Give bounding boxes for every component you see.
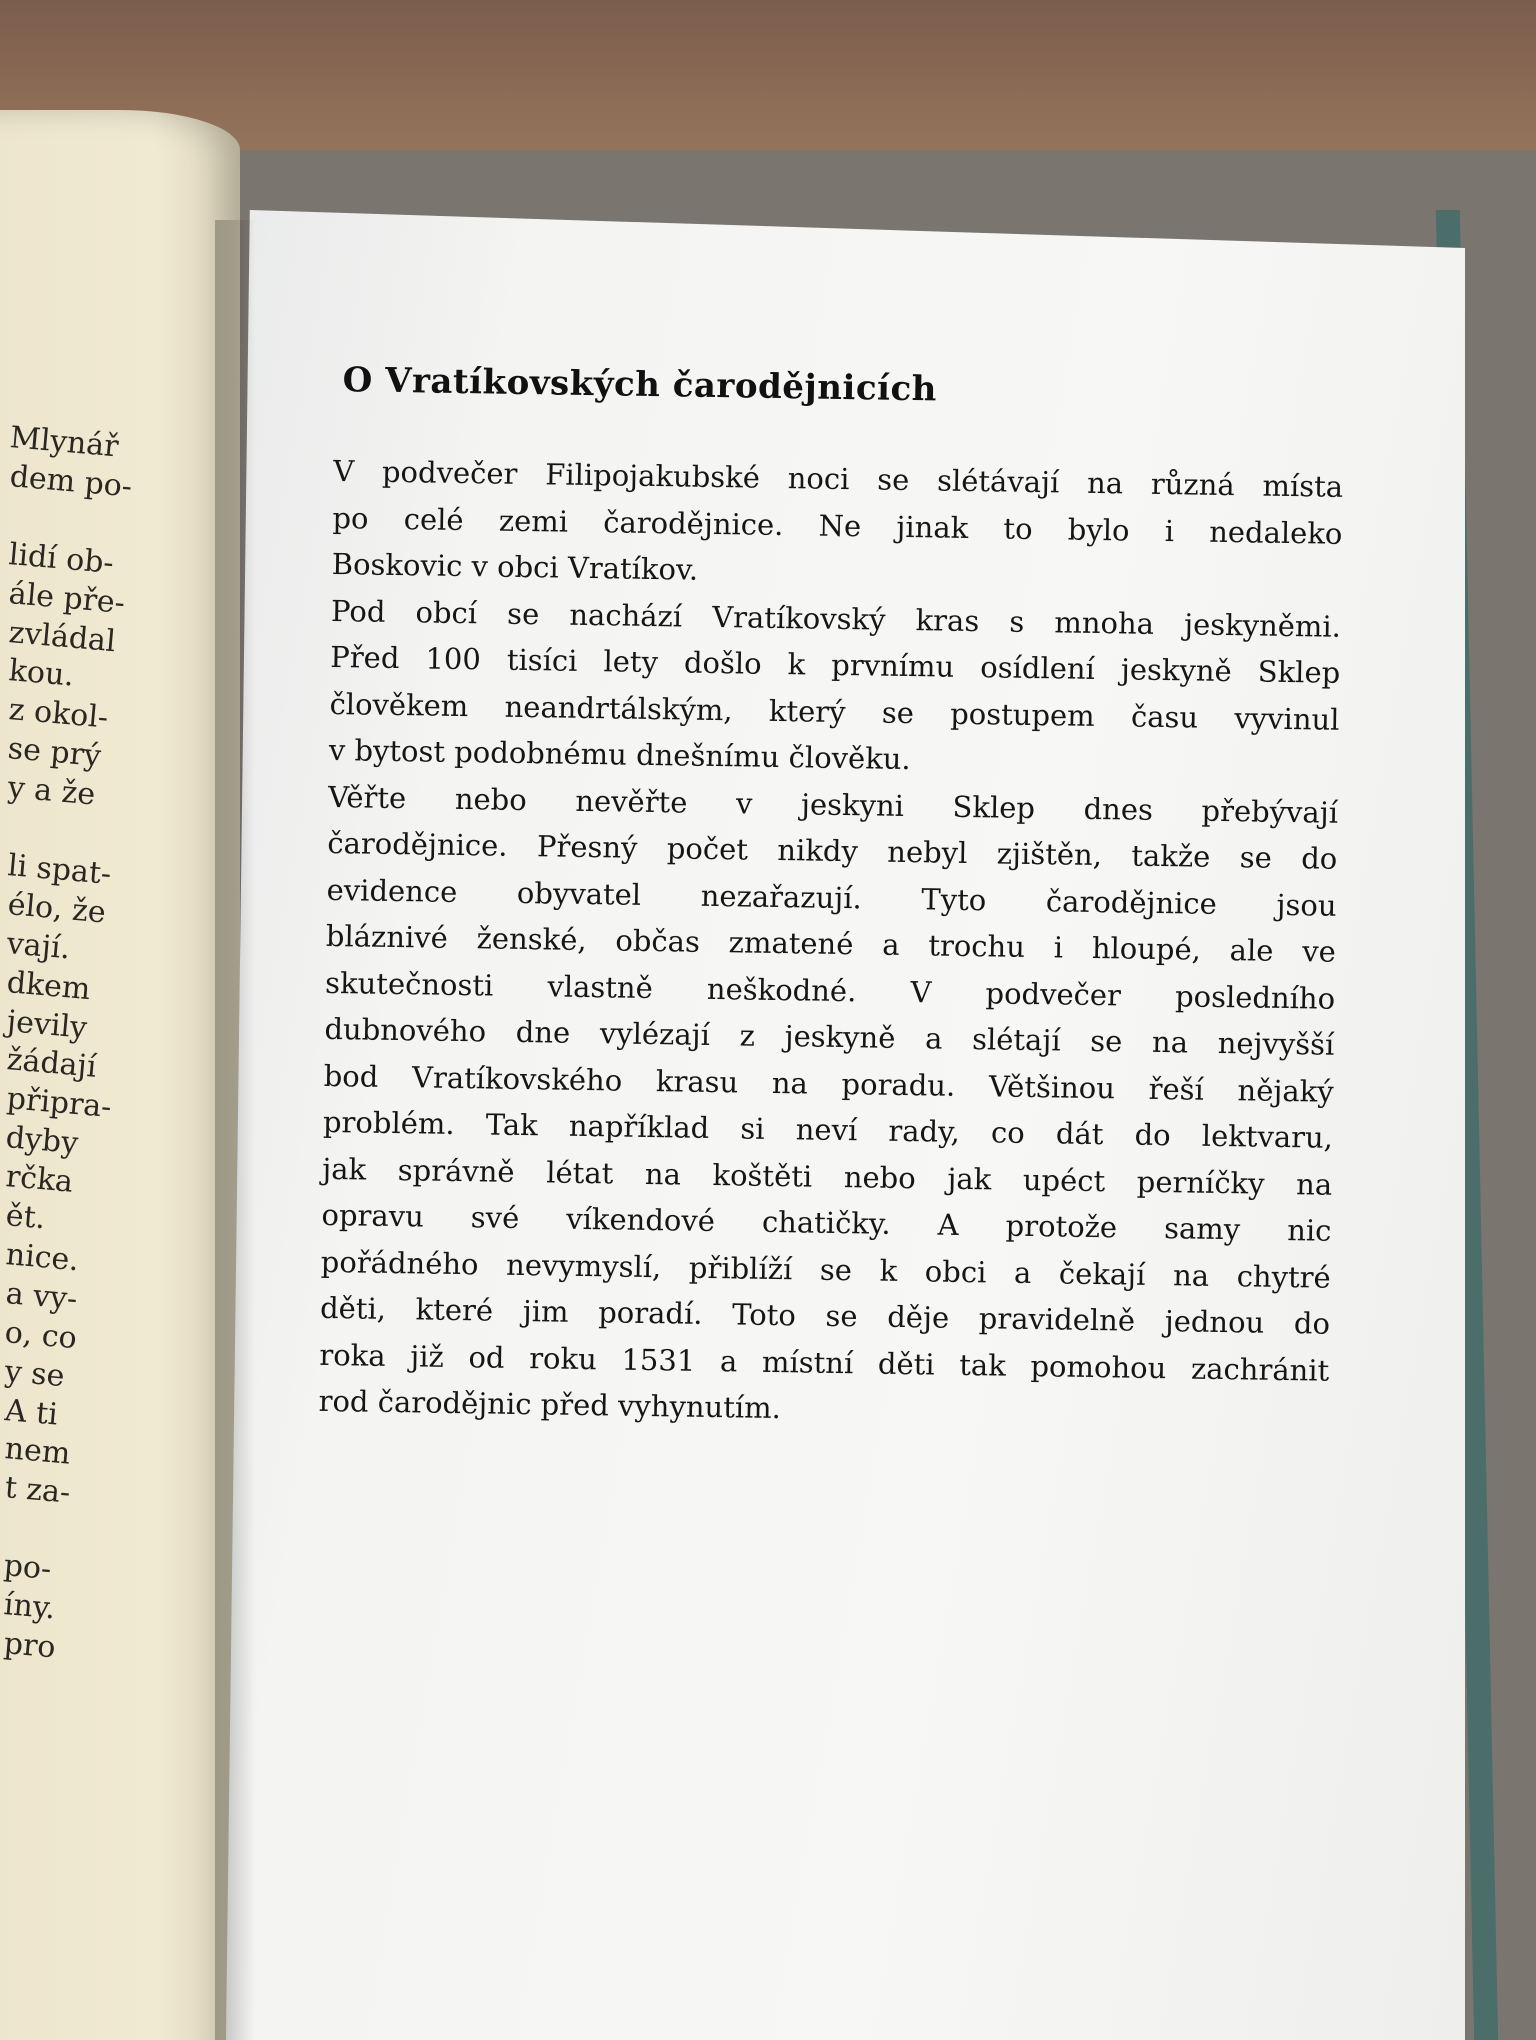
chapter-title: O Vratíkovských čarodějnicích (342, 360, 938, 410)
left-page-line: lidí ob- (7, 536, 116, 581)
body-line: evidence obyvatel nezařazují. Tyto čarodějnice jsou (326, 872, 1337, 923)
book-gutter-shadow (215, 220, 255, 2040)
left-page-line: o, co (3, 1314, 79, 1356)
left-page-line: dyby (4, 1120, 80, 1162)
body-line: po celé zemi čarodějnice. Ne jinak to bylo i nedaleko (332, 500, 1343, 551)
body-line: člověkem neandrtálským, který se postupem času vyvinul (329, 686, 1340, 737)
page-text-block (318, 360, 1345, 1440)
left-page-line: y se (3, 1353, 67, 1394)
left-page-line: dem po- (8, 458, 134, 505)
body-line: V podvečer Filipojakubské noci se slétávají na různá místa (332, 453, 1344, 504)
left-page-line: li spat- (6, 847, 113, 892)
body-line: bláznivé ženské, občas zmatené a trochu i hloupé, ale ve (325, 918, 1337, 969)
body-line: rod čarodějnic před vyhynutím. (318, 1383, 782, 1426)
body-line: Před 100 tisíci lety došlo k prvnímu osídlení jeskyně Sklep (330, 639, 1341, 690)
body-line: Pod obcí se nachází Vratíkovský kras s mnoha jeskyněmi. (330, 593, 1342, 644)
left-page-line: z okol- (7, 692, 110, 736)
left-page-line: žádají (5, 1042, 98, 1086)
left-page-line: připra- (5, 1081, 113, 1126)
body-line: Boskovic v obci Vratíkov. (331, 546, 699, 587)
left-page-line: rčka (4, 1159, 75, 1200)
left-page-line: vají. (5, 925, 72, 967)
chapter-body (318, 448, 1343, 1440)
body-line: děti, které jim poradí. Toto se děje pravidelně jednou do (319, 1290, 1331, 1341)
body-line: v bytost podobnému dnešnímu člověku. (328, 732, 911, 777)
body-line: pořádného nevymyslí, přiblíží se k obci a čekají na chytré (320, 1244, 1331, 1295)
body-line: skutečnosti vlastně neškodné. V podvečer posledního (324, 965, 1336, 1016)
left-page-line: A ti (3, 1392, 60, 1433)
body-line: Věřte nebo nevěřte v jeskyni Sklep dnes přebývají (327, 779, 1339, 830)
body-line: bod Vratíkovského krasu na poradu. Většinou řeší nějaký (323, 1058, 1334, 1109)
left-page-line: po- (2, 1548, 53, 1588)
left-page-line: nem (3, 1431, 72, 1473)
body-line: opravu své víkendové chatičky. A protože samy nic (321, 1197, 1332, 1248)
body-line: jak správně létat na koštěti nebo jak upéct perníčky na (322, 1151, 1333, 1202)
left-page-line: ále pře- (7, 575, 127, 621)
left-page-line: élo, že (6, 886, 107, 931)
left-page-line: pro (2, 1625, 57, 1666)
body-line: roka již od roku 1531 a místní děti tak pomohou zachránit (319, 1337, 1330, 1388)
left-page-line: Mlynář (8, 420, 120, 465)
left-page-line: jevily (5, 1003, 89, 1046)
body-line: čarodějnice. Přesný počet nikdy nebyl zjištěn, takže se do (327, 825, 1338, 876)
body-line: dubnového dne vylézají z jeskyně a slétají se na nejvyšší (324, 1011, 1335, 1062)
left-page-line: íny. (2, 1587, 57, 1627)
left-page-line: se prý (6, 731, 103, 775)
left-page-line: zvládal (7, 614, 118, 659)
left-page-line: dkem (5, 964, 92, 1007)
left-page-line: y a že (6, 770, 97, 813)
left-page-line: kou. (7, 653, 76, 694)
left-book-page (0, 110, 240, 2040)
left-page-line: nice. (4, 1236, 81, 1279)
left-page-line: t za- (3, 1470, 72, 1511)
body-line: problém. Tak například si neví rady, co dát do lektvaru, (322, 1104, 1334, 1155)
left-page-line: ět. (4, 1198, 47, 1237)
left-page-line: a vy- (4, 1275, 79, 1317)
